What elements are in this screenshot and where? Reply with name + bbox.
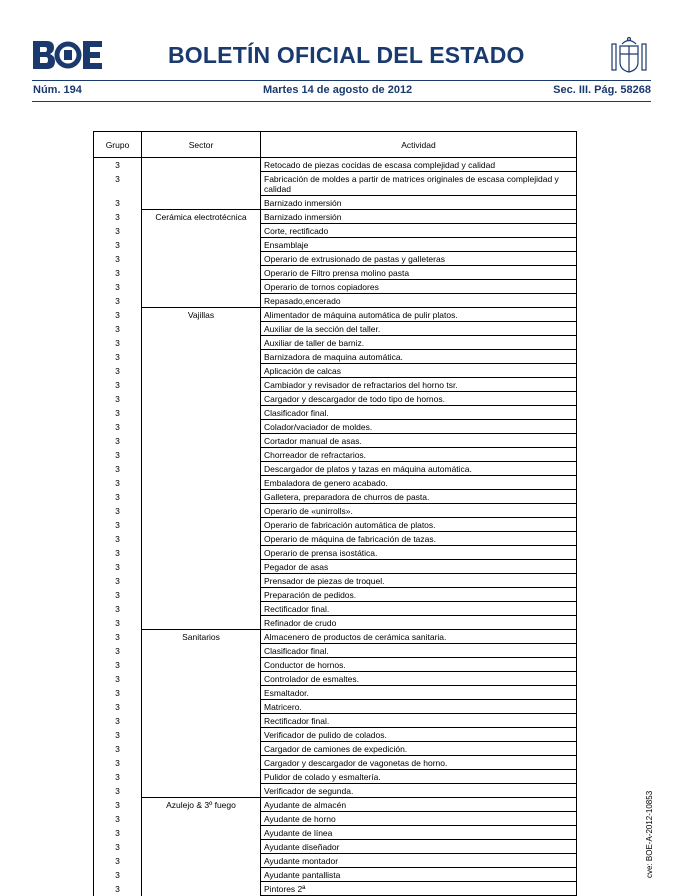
actividad-cell: Ayudante montador [261, 854, 577, 868]
sector-cell [142, 490, 261, 504]
sector-cell [142, 252, 261, 266]
sector-cell [142, 672, 261, 686]
sector-cell [142, 238, 261, 252]
table-row [94, 840, 577, 854]
table-row [94, 158, 577, 172]
sector-cell [142, 518, 261, 532]
grupo-cell: 3 [94, 378, 142, 392]
sector-cell [142, 602, 261, 616]
actividad-cell: Ayudante pantallista [261, 868, 577, 882]
sector-cell [142, 742, 261, 756]
sector-cell [142, 196, 261, 210]
grupo-cell: 3 [94, 434, 142, 448]
actividad-cell: Cambiador y revisador de refractarios del horno tsr. [261, 378, 577, 392]
actividad-cell: Cortador manual de asas. [261, 434, 577, 448]
actividad-cell: Retocado de piezas cocidas de escasa complejidad y calidad [261, 158, 577, 172]
table-row [94, 630, 577, 644]
table-row [94, 560, 577, 574]
sector-cell [142, 882, 261, 896]
header-rule-bottom [32, 101, 651, 102]
actividad-cell: Prensador de piezas de troquel. [261, 574, 577, 588]
grupo-cell: 3 [94, 224, 142, 238]
actividad-cell: Operario de tornos copiadores [261, 280, 577, 294]
actividad-cell: Ayudante de línea [261, 826, 577, 840]
actividad-cell: Verificador de pulido de colados. [261, 728, 577, 742]
sector-cell [142, 172, 261, 196]
sector-cell [142, 756, 261, 770]
table-row [94, 672, 577, 686]
actividad-cell: Repasado,encerado [261, 294, 577, 308]
sector-cell [142, 728, 261, 742]
table-row [94, 252, 577, 266]
actividad-cell: Ayudante diseñador [261, 840, 577, 854]
actividad-cell: Verificador de segunda. [261, 784, 577, 798]
actividad-cell: Colador/vaciador de moldes. [261, 420, 577, 434]
table-row [94, 518, 577, 532]
grupo-cell: 3 [94, 252, 142, 266]
actividad-cell: Auxiliar de taller de barniz. [261, 336, 577, 350]
table-row [94, 336, 577, 350]
sector-cell [142, 294, 261, 308]
grupo-cell: 3 [94, 840, 142, 854]
grupo-cell: 3 [94, 238, 142, 252]
table-row [94, 742, 577, 756]
table-row [94, 406, 577, 420]
sector-cell [142, 574, 261, 588]
cve-code: cve: BOE-A-2012-10853 [645, 790, 654, 878]
table-row [94, 364, 577, 378]
table-row [94, 756, 577, 770]
actividad-cell: Operario de prensa isostática. [261, 546, 577, 560]
sector-cell [142, 266, 261, 280]
grupo-cell: 3 [94, 756, 142, 770]
sector-cell: Cerámica electrotécnica [142, 210, 261, 224]
grupo-cell: 3 [94, 602, 142, 616]
actividad-cell: Rectificador final. [261, 602, 577, 616]
actividad-cell: Barnizado inmersión [261, 196, 577, 210]
actividad-cell: Ayudante de almacén [261, 798, 577, 812]
grupo-cell: 3 [94, 560, 142, 574]
sector-cell [142, 854, 261, 868]
grupo-cell: 3 [94, 700, 142, 714]
sector-cell [142, 784, 261, 798]
grupo-cell: 3 [94, 392, 142, 406]
grupo-cell: 3 [94, 672, 142, 686]
sector-cell [142, 840, 261, 854]
sector-cell [142, 868, 261, 882]
table-row [94, 602, 577, 616]
table-row [94, 798, 577, 812]
boe-logo [33, 40, 103, 70]
table-row [94, 812, 577, 826]
sector-cell [142, 392, 261, 406]
sector-cell [142, 700, 261, 714]
grupo-cell: 3 [94, 336, 142, 350]
table-row [94, 854, 577, 868]
sector-cell [142, 546, 261, 560]
grupo-cell: 3 [94, 728, 142, 742]
sector-cell [142, 504, 261, 518]
actividad-cell: Barnizado inmersión [261, 210, 577, 224]
table-row [94, 280, 577, 294]
sector-cell [142, 336, 261, 350]
table-row [94, 826, 577, 840]
table-row [94, 322, 577, 336]
table-row [94, 728, 577, 742]
table-row [94, 462, 577, 476]
actividad-cell: Alimentador de máquina automática de pulir platos. [261, 308, 577, 322]
coat-of-arms-icon [608, 36, 650, 76]
actividad-cell: Ensamblaje [261, 238, 577, 252]
actividad-cell: Embaladora de genero acabado. [261, 476, 577, 490]
table-row [94, 868, 577, 882]
grupo-cell: 3 [94, 462, 142, 476]
table-row [94, 574, 577, 588]
sector-cell [142, 588, 261, 602]
actividad-cell: Corte, rectificado [261, 224, 577, 238]
bulletin-title: BOLETÍN OFICIAL DEL ESTADO [168, 42, 525, 68]
grupo-cell: 3 [94, 196, 142, 210]
table-row [94, 658, 577, 672]
actividad-cell: Chorreador de refractarios. [261, 448, 577, 462]
actividad-cell: Aplicación de calcas [261, 364, 577, 378]
table-row [94, 532, 577, 546]
grupo-cell: 3 [94, 406, 142, 420]
grupo-cell: 3 [94, 630, 142, 644]
actividad-cell: Ayudante de horno [261, 812, 577, 826]
actividad-cell: Operario de fabricación automática de platos. [261, 518, 577, 532]
grupo-cell: 3 [94, 784, 142, 798]
grupo-cell: 3 [94, 616, 142, 630]
table-row [94, 350, 577, 364]
table-row [94, 644, 577, 658]
table-row [94, 392, 577, 406]
grupo-cell: 3 [94, 266, 142, 280]
sector-cell: Sanitarios [142, 630, 261, 644]
sector-cell [142, 532, 261, 546]
sector-cell [142, 224, 261, 238]
table-row [94, 308, 577, 322]
grupo-cell: 3 [94, 532, 142, 546]
sector-cell [142, 616, 261, 630]
actividad-cell: Pintores 2ª [261, 882, 577, 896]
grupo-cell: 3 [94, 364, 142, 378]
sector-cell: Azulejo & 3º fuego [142, 798, 261, 812]
actividad-cell: Operario de máquina de fabricación de tazas. [261, 532, 577, 546]
grupo-cell: 3 [94, 504, 142, 518]
table-row [94, 700, 577, 714]
sector-cell [142, 322, 261, 336]
table-row [94, 616, 577, 630]
sector-cell [142, 378, 261, 392]
sector-cell [142, 280, 261, 294]
table-row [94, 238, 577, 252]
grupo-cell: 3 [94, 826, 142, 840]
sector-cell [142, 350, 261, 364]
grupo-cell: 3 [94, 280, 142, 294]
grupo-cell: 3 [94, 644, 142, 658]
actividad-cell: Auxiliar de la sección del taller. [261, 322, 577, 336]
sector-cell [142, 434, 261, 448]
table-row [94, 686, 577, 700]
table-row [94, 420, 577, 434]
table-row [94, 448, 577, 462]
sector-cell: Vajillas [142, 308, 261, 322]
sector-cell [142, 364, 261, 378]
actividad-cell: Matricero. [261, 700, 577, 714]
column-header-sector: Sector [142, 132, 261, 158]
grupo-cell: 3 [94, 574, 142, 588]
grupo-cell: 3 [94, 350, 142, 364]
table-body [94, 158, 577, 896]
sector-cell [142, 406, 261, 420]
grupo-cell: 3 [94, 588, 142, 602]
grupo-cell: 3 [94, 308, 142, 322]
grupo-cell: 3 [94, 210, 142, 224]
sector-cell [142, 826, 261, 840]
table-row [94, 490, 577, 504]
table-row [94, 714, 577, 728]
sector-cell [142, 644, 261, 658]
issue-number: Núm. 194 [33, 84, 82, 96]
table-row [94, 504, 577, 518]
grupo-cell: 3 [94, 868, 142, 882]
grupo-cell: 3 [94, 798, 142, 812]
actividad-cell: Operario de «unirrolls». [261, 504, 577, 518]
table-row [94, 434, 577, 448]
actividad-cell: Cargador y descargador de todo tipo de hornos. [261, 392, 577, 406]
grupo-cell: 3 [94, 294, 142, 308]
table-row [94, 196, 577, 210]
sector-cell [142, 476, 261, 490]
sector-cell [142, 812, 261, 826]
actividad-cell: Pulidor de colado y esmaltería. [261, 770, 577, 784]
grupo-cell: 3 [94, 420, 142, 434]
actividad-cell: Galletera, preparadora de churros de pasta. [261, 490, 577, 504]
table-row [94, 770, 577, 784]
grupo-cell: 3 [94, 658, 142, 672]
table-row [94, 378, 577, 392]
grupo-cell: 3 [94, 448, 142, 462]
actividad-cell: Esmaltador. [261, 686, 577, 700]
actividad-cell: Cargador y descargador de vagonetas de horno. [261, 756, 577, 770]
sector-cell [142, 420, 261, 434]
column-header-actividad: Actividad [261, 132, 577, 158]
actividad-cell: Operario de Filtro prensa molino pasta [261, 266, 577, 280]
table-row [94, 476, 577, 490]
table-row [94, 588, 577, 602]
sector-cell [142, 714, 261, 728]
actividad-cell: Almacenero de productos de cerámica sanitaria. [261, 630, 577, 644]
sector-cell [142, 560, 261, 574]
actividad-cell: Preparación de pedidos. [261, 588, 577, 602]
actividad-cell: Descargador de platos y tazas en máquina automática. [261, 462, 577, 476]
grupo-cell: 3 [94, 476, 142, 490]
sector-cell [142, 686, 261, 700]
header-rule-top [32, 80, 651, 81]
actividad-cell: Clasificador final. [261, 644, 577, 658]
grupo-cell: 3 [94, 490, 142, 504]
sector-cell [142, 158, 261, 172]
section-page: Sec. III. Pág. 58268 [553, 84, 651, 96]
column-header-grupo: Grupo [94, 132, 142, 158]
actividad-cell: Clasificador final. [261, 406, 577, 420]
table-row [94, 784, 577, 798]
sector-cell [142, 658, 261, 672]
actividad-cell: Pegador de asas [261, 560, 577, 574]
grupo-cell: 3 [94, 812, 142, 826]
grupo-cell: 3 [94, 714, 142, 728]
grupo-cell: 3 [94, 742, 142, 756]
grupo-cell: 3 [94, 686, 142, 700]
actividad-cell: Conductor de hornos. [261, 658, 577, 672]
table-row [94, 882, 577, 896]
grupo-cell: 3 [94, 770, 142, 784]
actividad-cell: Cargador de camiones de expedición. [261, 742, 577, 756]
activity-table [93, 131, 577, 896]
grupo-cell: 3 [94, 322, 142, 336]
actividad-cell: Operario de extrusionado de pastas y galleteras [261, 252, 577, 266]
issue-date: Martes 14 de agosto de 2012 [263, 84, 413, 96]
table-row [94, 210, 577, 224]
actividad-cell: Controlador de esmaltes. [261, 672, 577, 686]
sector-cell [142, 448, 261, 462]
actividad-cell: Fabricación de moldes a partir de matrices originales de escasa complejidad y calidad [261, 172, 577, 196]
table-row [94, 266, 577, 280]
actividad-cell: Refinador de crudo [261, 616, 577, 630]
grupo-cell: 3 [94, 882, 142, 896]
actividad-cell: Rectificador final. [261, 714, 577, 728]
grupo-cell: 3 [94, 518, 142, 532]
grupo-cell: 3 [94, 854, 142, 868]
table-row [94, 172, 577, 196]
table-row [94, 546, 577, 560]
table-row [94, 224, 577, 238]
grupo-cell: 3 [94, 546, 142, 560]
sector-cell [142, 462, 261, 476]
actividad-cell: Barnizadora de maquina automática. [261, 350, 577, 364]
sector-cell [142, 770, 261, 784]
table-row [94, 294, 577, 308]
grupo-cell: 3 [94, 158, 142, 172]
grupo-cell: 3 [94, 172, 142, 196]
